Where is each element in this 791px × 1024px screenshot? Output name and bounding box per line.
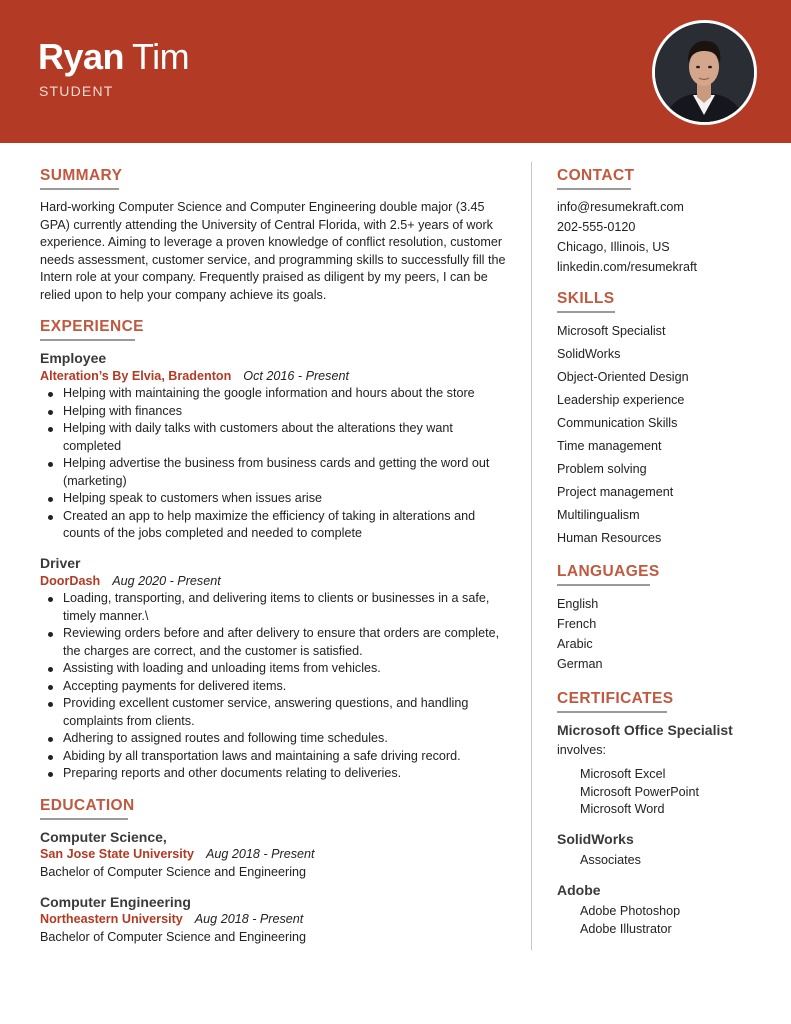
skill-item: Project management bbox=[557, 485, 674, 499]
candidate-name bbox=[38, 36, 189, 78]
experience-heading: EXPERIENCE bbox=[40, 318, 144, 335]
job-bullets bbox=[40, 590, 510, 783]
candidate-title: STUDENT bbox=[39, 83, 114, 99]
education-degree: Bachelor of Computer Science and Engineering bbox=[40, 865, 307, 879]
certificates-heading: CERTIFICATES bbox=[557, 690, 674, 707]
skill-item: Leadership experience bbox=[557, 393, 685, 407]
skills-heading: SKILLS bbox=[557, 290, 615, 307]
job-bullet: Preparing reports and other documents relating to deliveries. bbox=[40, 765, 510, 783]
job-bullets bbox=[40, 385, 510, 543]
contact-phone[interactable]: 202-555-0120 bbox=[557, 220, 636, 234]
job-bullet: Accepting payments for delivered items. bbox=[40, 678, 510, 696]
job-company bbox=[40, 369, 349, 383]
education-school bbox=[40, 847, 315, 861]
column-divider bbox=[531, 162, 532, 950]
education-degree: Bachelor of Computer Science and Engineering bbox=[40, 930, 307, 944]
contact-heading-rule bbox=[557, 188, 631, 190]
certificate-name: Adobe bbox=[557, 882, 601, 898]
job-bullet: Helping speak to customers when issues arise bbox=[40, 490, 510, 508]
language-item: Arabic bbox=[557, 637, 593, 651]
skill-item: Time management bbox=[557, 439, 662, 453]
job-bullet: Created an app to help maximize the efficiency of taking in alterations and counts of the jobs completed and needed to complete bbox=[40, 508, 510, 543]
school-name: San Jose State University bbox=[40, 847, 194, 861]
certificate-note: involves: bbox=[557, 743, 606, 757]
skill-item: Communication Skills bbox=[557, 416, 678, 430]
certificate-items bbox=[580, 903, 680, 938]
certificate-item: Microsoft Word bbox=[580, 802, 665, 816]
last-name: Tim bbox=[132, 36, 190, 77]
summary-heading: SUMMARY bbox=[40, 167, 123, 184]
first-name: Ryan bbox=[38, 36, 125, 77]
profile-photo-icon bbox=[655, 23, 754, 122]
job-bullet: Abiding by all transportation laws and maintaining a safe driving record. bbox=[40, 748, 510, 766]
contact-email[interactable]: info@resumekraft.com bbox=[557, 200, 684, 214]
contact-linkedin[interactable]: linkedin.com/resumekraft bbox=[557, 260, 697, 274]
certificate-items bbox=[580, 852, 641, 870]
skill-item: Microsoft Specialist bbox=[557, 324, 666, 338]
skill-item: Object-Oriented Design bbox=[557, 370, 689, 384]
job-date: Oct 2016 - Present bbox=[243, 369, 349, 383]
experience-heading-rule bbox=[40, 339, 135, 341]
avatar bbox=[652, 20, 757, 125]
certificate-item: Adobe Photoshop bbox=[580, 904, 681, 918]
job-bullet: Helping with finances bbox=[40, 403, 510, 421]
certificate-item: Microsoft Excel bbox=[580, 767, 666, 781]
education-heading-rule bbox=[40, 818, 128, 820]
education-heading: EDUCATION bbox=[40, 797, 135, 814]
skills-heading-rule bbox=[557, 311, 615, 313]
certificate-item: Adobe Illustrator bbox=[580, 921, 672, 936]
job-company bbox=[40, 574, 221, 588]
skill-item: Multilingualism bbox=[557, 508, 640, 522]
skill-item: SolidWorks bbox=[557, 347, 621, 361]
education-date: Aug 2018 - Present bbox=[206, 847, 315, 861]
education-degree-title: Computer Science, bbox=[40, 829, 167, 845]
school-name: Northeastern University bbox=[40, 912, 183, 926]
summary-text: Hard-working Computer Science and Computer Engineering double major (3.45 GPA) currently attending the University of Central Florida, with 2.5+ years of work experience. Aiming to leverage a proven knowledge of conflict resolution, customer needs assessment, customer service, and programming skills to successfully fill the Intern role at your company. Frequently praised as diligent by my peers, I can be relied upon to help your company achieve its goals. bbox=[40, 200, 506, 302]
languages-heading: LANGUAGES bbox=[557, 563, 660, 580]
job-bullet: Providing excellent customer service, answering questions, and handling complaints from clients. bbox=[40, 695, 510, 730]
contact-list bbox=[557, 197, 697, 277]
job-title: Employee bbox=[40, 350, 107, 366]
header-banner bbox=[0, 0, 791, 143]
company-name: DoorDash bbox=[40, 574, 101, 588]
job-date: Aug 2020 - Present bbox=[112, 574, 221, 588]
job-bullet: Helping advertise the business from business cards and getting the word out (marketing) bbox=[40, 455, 510, 490]
languages-list bbox=[557, 594, 603, 674]
contact-location: Chicago, Illinois, US bbox=[557, 240, 670, 254]
company-name: Alteration’s By Elvia, Bradenton bbox=[40, 369, 232, 383]
education-degree-title: Computer Engineering bbox=[40, 894, 191, 910]
languages-heading-rule bbox=[557, 584, 650, 586]
certificate-items bbox=[580, 766, 699, 819]
job-title: Driver bbox=[40, 555, 81, 571]
certificate-item: Microsoft PowerPoint bbox=[580, 784, 699, 799]
contact-heading: CONTACT bbox=[557, 167, 635, 184]
certificate-name: SolidWorks bbox=[557, 831, 634, 847]
language-item: English bbox=[557, 597, 599, 611]
summary-heading-rule bbox=[40, 188, 119, 190]
skill-item: Human Resources bbox=[557, 531, 662, 545]
skills-list bbox=[557, 320, 689, 550]
education-school bbox=[40, 912, 303, 926]
job-bullet: Assisting with loading and unloading items from vehicles. bbox=[40, 660, 510, 678]
job-bullet: Helping with daily talks with customers about the alterations they want completed bbox=[40, 420, 510, 455]
certificates-heading-rule bbox=[557, 711, 667, 713]
language-item: German bbox=[557, 657, 603, 671]
job-bullet: Reviewing orders before and after delivery to ensure that orders are complete, the charges are correct, and the customer is satisfied. bbox=[40, 625, 510, 660]
education-date: Aug 2018 - Present bbox=[194, 912, 304, 926]
certificate-name: Microsoft Office Specialist bbox=[557, 722, 733, 738]
job-bullet: Helping with maintaining the google information and hours about the store bbox=[40, 385, 510, 403]
certificate-item: Associates bbox=[580, 853, 641, 867]
job-bullet: Loading, transporting, and delivering items to clients or businesses in a safe, timely manner.\ bbox=[40, 590, 510, 625]
skill-item: Problem solving bbox=[557, 462, 647, 476]
language-item: French bbox=[557, 617, 597, 631]
job-bullet: Adhering to assigned routes and following time schedules. bbox=[40, 730, 510, 748]
